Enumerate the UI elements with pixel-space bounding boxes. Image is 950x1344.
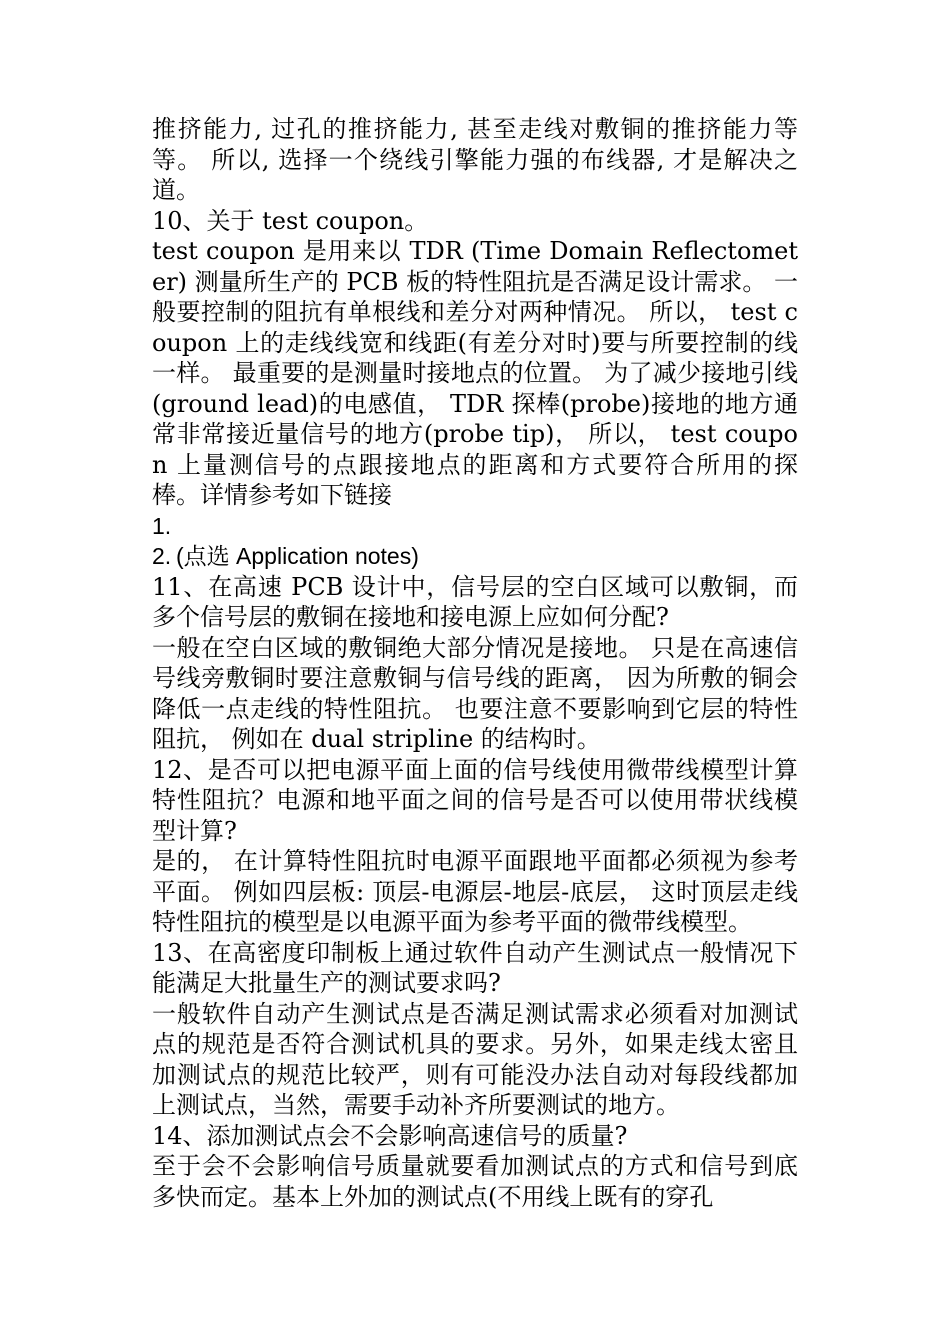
link-list-item-2[interactable]	[152, 541, 798, 572]
heading-q10-test-coupon: 10、关于 test coupon。	[152, 206, 429, 235]
paragraph-q13-answer: 一般软件自动产生测试点是否满足测试需求必须看对加测试点的规范是否符合测试机具的要求。另外，如果走线太密且加测试点的规范比较严，则有可能没办法自动对每段线都加上测试点，当然，需要手动补齐所要测试的地方。	[152, 999, 798, 1119]
list-number: 2.	[152, 543, 172, 569]
heading-q11-copper-pour: 11、在高速 PCB 设计中，信号层的空白区域可以敷铜，而多个信号层的敷铜在接地和接电源上应如何分配?	[152, 572, 798, 631]
list-number: 1.	[152, 512, 172, 539]
paragraph-q12-answer: 是的， 在计算特性阻抗时电源平面跟地平面都必须视为参考平面。 例如四层板: 顶层-电源层-地层-底层， 这时顶层走线特性阻抗的模型是以电源平面为参考平面的微带线模型。	[152, 847, 798, 936]
paragraph-q11-answer: 一般在空白区域的敷铜绝大部分情况是接地。 只是在高速信号线旁敷铜时要注意敷铜与信号线的距离， 因为所敷的铜会降低一点走线的特性阻抗。 也要注意不要影响到它层的特性阻抗， 例如在 dual stripline 的结构时。	[152, 633, 798, 753]
paragraph-q14-answer: 至于会不会影响信号质量就要看加测试点的方式和信号到底多快而定。基本上外加的测试点(不用线上既有的穿孔	[152, 1152, 798, 1211]
paragraph-test-coupon-answer: test coupon 是用来以 TDR (Time Domain Reflectometer) 测量所生产的 PCB 板的特性阻抗是否满足设计需求。 一般要控制的阻抗有单根线和差分对两种情况。 所以， test coupon 上的走线线宽和线距(有差分对时)要与所要控制的线一样。 最重要的是测量时接地点的位置。 为了减少接地引线(ground lead)的电感值， TDR 探棒(probe)接地的地方通常非常接近量信号的地方(probe tip)， 所以， test coupon 上量测信号的点跟接地点的距离和方式要符合所用的探棒。详情参考如下链接	[152, 237, 798, 509]
document-body	[152, 114, 798, 1212]
link-list-item-1[interactable]	[152, 511, 798, 542]
heading-q14-test-point-quality: 14、添加测试点会不会影响高速信号的质量?	[152, 1121, 628, 1150]
list-link-text[interactable]: (点选 Application notes)	[176, 543, 419, 569]
paragraph-router-capability: 推挤能力, 过孔的推挤能力, 甚至走线对敷铜的推挤能力等等。 所以, 选择一个绕线引擎能力强的布线器, 才是解决之道。	[152, 115, 798, 204]
heading-q13-test-points: 13、在高密度印制板上通过软件自动产生测试点一般情况下能满足大批量生产的测试要求吗?	[152, 938, 798, 997]
heading-q12-impedance-model: 12、是否可以把电源平面上面的信号线使用微带线模型计算特性阻抗？电源和地平面之间的信号是否可以使用带状线模型计算?	[152, 755, 798, 845]
